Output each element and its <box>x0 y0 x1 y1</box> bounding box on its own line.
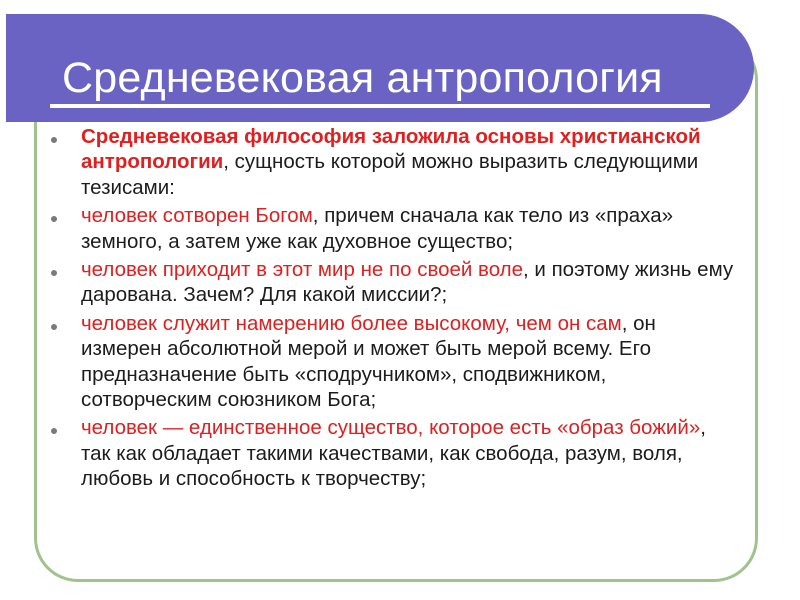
bullet-highlight: человек сотворен Богом <box>81 204 313 228</box>
bullet-text: , он измерен абсолютной мерой и может быть мерой всему. Его предназначение быть «сподручником», сподвижником, сотворческим союзником Бога; <box>81 311 656 412</box>
bullet-highlight: человек служит намерению более высокому, чем он сам <box>81 311 622 335</box>
title-underline <box>50 104 710 108</box>
bullet-text: , причем сначала как тело из «праха» земного, а затем уже как духовное существо; <box>81 204 673 253</box>
bullet-dot-icon <box>51 216 57 222</box>
bullet-item <box>44 124 734 200</box>
bullet-text: , и поэтому жизнь ему дарована. Зачем? Для какой миссии?; <box>81 258 734 307</box>
bullet-highlight: Средневековая философия заложила основы христианской антропологии <box>81 125 701 174</box>
bullet-highlight: человек приходит в этот мир не по своей воле <box>81 258 524 282</box>
bullet-dot-icon <box>51 428 57 434</box>
bullet-dot-icon <box>51 270 57 276</box>
bullet-dot-icon <box>51 137 57 143</box>
bullet-list <box>44 124 734 495</box>
bullet-item <box>44 203 734 254</box>
bullet-text: , так как обладает такими качествами, как свобода, разум, воля, любовь и способность к творчеству; <box>81 416 706 491</box>
bullet-item <box>44 415 734 491</box>
slide-title: Средневековая антропология <box>62 54 663 102</box>
bullet-highlight: человек — единственное существо, которое есть «образ божий» <box>81 416 701 440</box>
bullet-dot-icon <box>51 324 57 330</box>
bullet-item <box>44 311 734 413</box>
bullet-item <box>44 257 734 308</box>
bullet-text: , сущность которой можно выразить следующими тезисами: <box>81 150 699 199</box>
